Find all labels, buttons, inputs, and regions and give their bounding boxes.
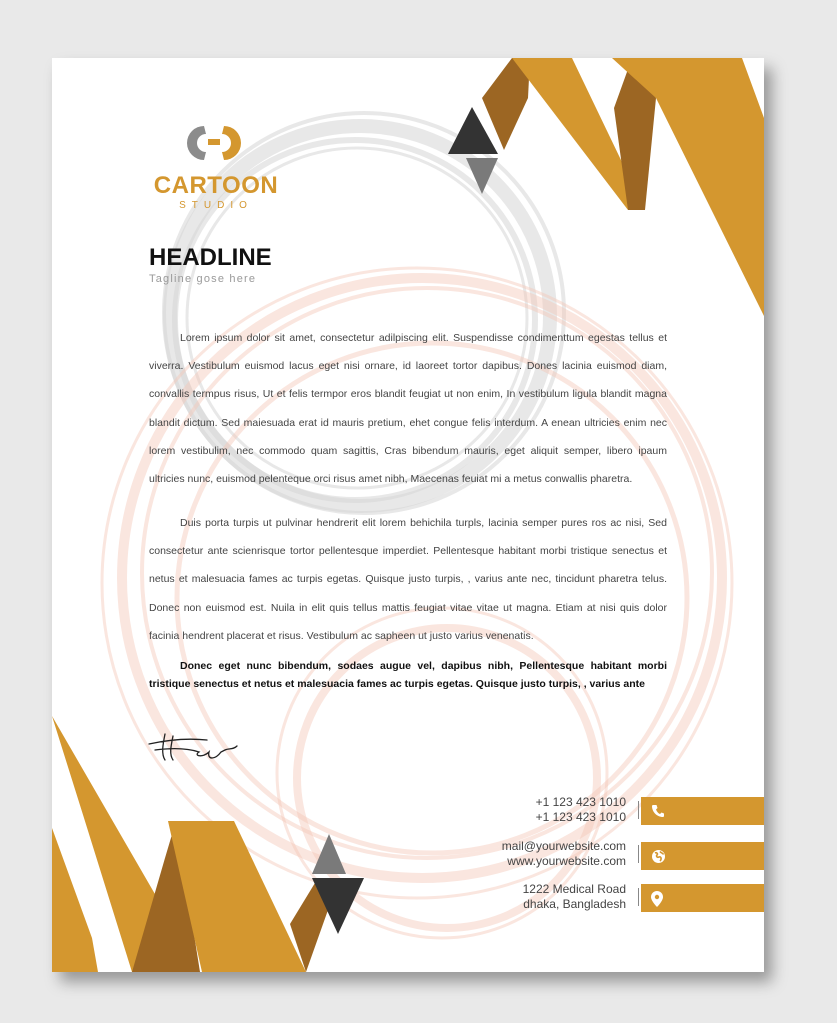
body-paragraph-bold: Donec eget nunc bibendum, sodaes augue vel, dapibus nibh, Pellentesque habitant morbi tristique senectus et netus et malesuacia fames ac turpis egetas. Quisque justo turpis, , varius ante [149,660,667,690]
contact-phones [536,795,626,825]
logo-name: CARTOON [153,172,279,199]
letterhead-page [52,58,764,972]
globe-icon [651,849,666,864]
tagline: Tagline gose here [149,273,257,285]
phone-icon [651,804,665,818]
body-paragraph-1: Lorem ipsum dolor sit amet, consectetur adilpiscing elit. Suspendisse condimenttum egestas tellus et viverra. Vestibulum euismod lacus eget nisi ornare, id laoreet tortor dapibus. Dones lacinia euismod diam, convallis termpus risus, Ut et felis termpor eros blandit feugiat ut non enim, In vestibulum ligula blandit magna blandit dictum. Sed maiesuada erat id mauris pretium, ehet congue felis interdum. A enean ultricies enim nec lorem vestibulim, nec commodo quam sagittis, Cras bibendum mauris, eget aliquit semper, libero ipaum ultricies nunc, euismod pelenteque orci risus amet nibh, Maecenas feuiat mi a metus conwallis pharetra. [149,332,667,486]
contact-divider [638,845,639,863]
phone-number-1: +1 123 423 1010 [535,795,626,809]
phone-number-2: +1 123 423 1010 [535,810,626,824]
contact-web [502,839,626,869]
location-pin-icon [651,891,663,907]
logo-mark-icon [184,122,246,166]
web-bar [641,842,764,870]
email-address: mail@yourwebsite.com [501,839,626,853]
contact-divider [638,888,639,906]
address-bar [641,884,764,912]
headline: HEADLINE [149,244,272,271]
logo-subtitle: STUDIO [179,200,253,211]
signature [147,730,239,766]
contact-address [523,882,626,912]
website-url: www.yourwebsite.com [507,854,626,868]
top-right-ribbon [482,58,764,316]
address-line-2: dhaka, Bangladesh [523,897,626,911]
contact-divider [638,801,639,819]
phone-bar [641,797,764,825]
body-paragraph-2: Duis porta turpis ut pulvinar hendrerit elit lorem behichila turpls, lacinia semper pures ros ac nisi, Sed consectetur ante scienrisque tortor pellentesque imperdiet. Pellentesque habitant morbi tristique senectus et netus et malesuacia fames ac turpis egetas. Quisque justo turpis, , varius ante nec, tincidunt pharetra telus. Donec non euismod est. Nuila in elit quis tellus mattis feugiat vitae vitae ut magna. Etiam at nisi quis dolor facinia hendrent placerat et risus. Vestibulum ac sapheen ut justo varius venenatis. [149,517,667,642]
address-line-1: 1222 Medical Road [522,882,626,896]
